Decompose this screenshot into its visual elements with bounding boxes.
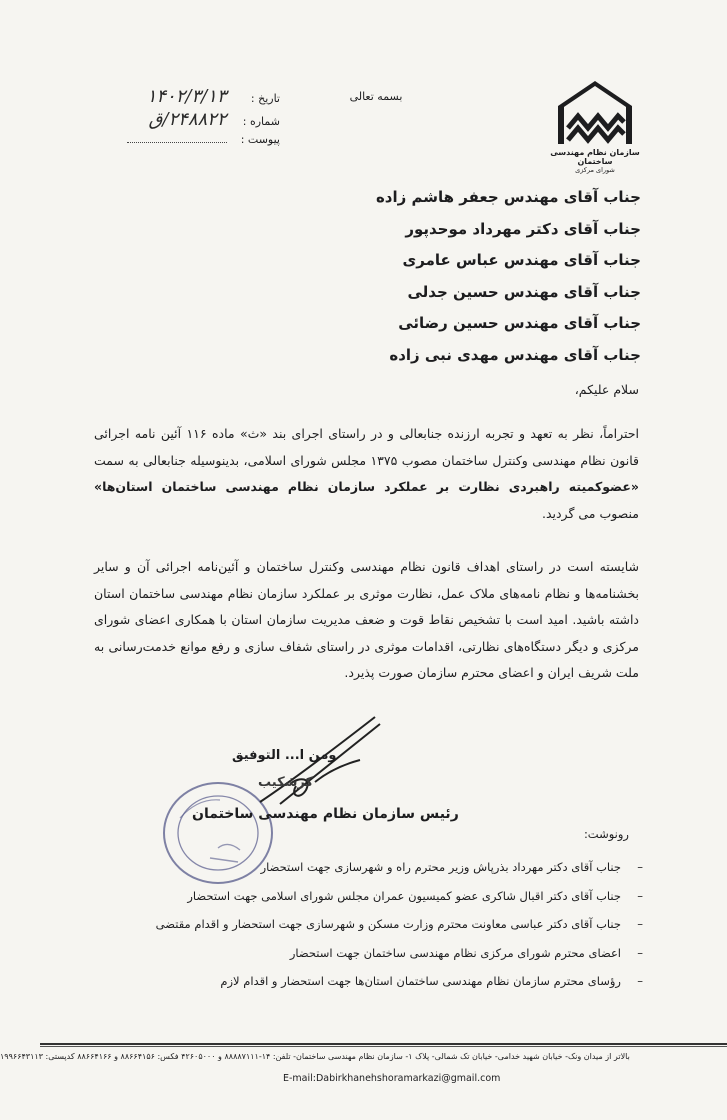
footer-address: بالاتر از میدان ونک- خیابان شهید خدامی- خیابان تک شمالی- پلاک ۱- سازمان نظام مهندسی ساختمان- تلفن: ۱۴-۸۸۸۸۷۱۱۱ و ۴۲۶۰۵۰۰۰ فکس: ۸۸۶۶۴۱۵۶ و ۸۸۶۶۴۱۶۶ کدپستی: ۱۹۹۶۶۴۳۱۱۳	[0, 1052, 630, 1061]
cc-item	[103, 853, 643, 882]
footer-divider	[40, 1043, 727, 1045]
cc-item-text: جناب آقای دکتر مهرداد بذرپاش وزیر محترم راه و شهرسازی جهت استحضار	[260, 860, 621, 874]
dash-icon: –	[637, 945, 643, 960]
para1-text-start: احتراماً، نظر به تعهد و تجربه ارزنده جنابعالی و در راستای اجرای بند «ث» ماده ۱۱۶ آئین نامه اجرائی قانون نظام مهندسی وکنترل ساختمان مصوب ۱۳۷۵ مجلس شورای اسلامی، بدینوسیله جنابعالی به سمت	[94, 426, 640, 468]
basmala: بسمه تعالی	[349, 90, 403, 103]
body-paragraph-2: شایسته است در راستای اهداف قانون نظام مهندسی وکنترل ساختمان و آئین‌نامه اجرائی آن و سایر بخشنامه‌ها و نظام نامه‌های ملاک عمل، نظارت موثری بر عملکرد سازمان نظام مهندسی ساختمان استان داشته باشید. امید است با تشخیص نقاط قوت و ضعف مدیریت سازمان استان با همکاری اعضای شورای مرکزی و دیگر دستگاه‌های نظارتی، اقدامات موثری در راستای شفاف سازی و رفع موانع خدمت‌رسانی به ملت شریف ایران و اعضای محترم سازمان صورت پذیرد.	[94, 559, 639, 681]
addressee-line: جناب آقای مهندس حسین جدلی	[407, 282, 641, 301]
number-row	[118, 109, 280, 132]
footer-divider-thin	[40, 1046, 727, 1047]
footer-email: E-mail:Dabirkhanehshoramarkazi@gmail.com	[283, 1073, 501, 1084]
addressee-list	[221, 182, 641, 371]
org-name: سازمان نظام مهندسی ساختمان	[550, 148, 640, 166]
greeting: سلام علیکم،	[574, 382, 639, 397]
cc-title: رونوشت:	[583, 827, 629, 841]
committee-title: «عضوکمیته راهبردی نظارت بر عملکرد سازمان نظام مهندسی ساختمان استان‌ها»	[94, 479, 639, 495]
closing-phrase: ومن ا... التوفیق	[232, 748, 337, 763]
cc-item-text: اعضای محترم شورای مرکزی نظام مهندسی ساختمان جهت استحضار	[289, 945, 621, 960]
body-paragraph-1	[94, 421, 639, 527]
date-label: تاریخ :	[250, 92, 280, 105]
date-value: ۱۴۰۲/۳/۱۳	[146, 86, 227, 107]
attachment-blank	[127, 132, 227, 143]
dash-icon: –	[637, 860, 643, 874]
signer-title: رئیس سازمان نظام مهندسی ساختمان	[192, 806, 459, 822]
cc-item	[103, 910, 643, 939]
cc-item	[103, 967, 643, 996]
addressee-line: جناب آقای مهندس عباس عامری	[402, 251, 641, 269]
number-label: شماره :	[242, 115, 280, 128]
addressee-line: جناب آقای مهندس مهدی نبی زاده	[389, 345, 641, 364]
signer-name: کرشکیب	[258, 775, 314, 790]
building-logo-icon	[554, 78, 636, 148]
number-value: ۲۴۸۸۲۲/ق	[148, 109, 227, 130]
org-subtitle: شورای مرکزی	[575, 166, 615, 174]
dash-icon: –	[637, 974, 643, 988]
para1-text-end: منصوب می گردید.	[541, 505, 639, 521]
cc-item	[103, 882, 643, 911]
dash-icon: –	[637, 917, 643, 931]
cc-item-text: جناب آقای دکتر عباسی معاونت محترم وزارت مسکن و شهرسازی جهت استحضار و اقدام مقتضی	[155, 917, 621, 931]
letter-meta	[118, 86, 280, 155]
cc-item-text: جناب آقای دکتر اقبال شاکری عضو کمیسیون عمران مجلس شورای اسلامی جهت استحضار	[187, 888, 621, 903]
date-row	[118, 86, 280, 109]
addressee-line: جناب آقای مهندس حسین رضائی	[398, 314, 641, 332]
attachment-row	[118, 132, 280, 155]
cc-item-text: رؤسای محترم سازمان نظام مهندسی ساختمان استان‌ها جهت استحضار و اقدام لازم	[220, 974, 621, 988]
addressee-line: جناب آقای دکتر مهرداد موحدپور	[405, 219, 641, 238]
org-logo	[540, 78, 650, 184]
addressee-line: جناب آقای مهندس جعفر هاشم زاده	[375, 188, 641, 206]
cc-item	[103, 939, 643, 968]
attachment-label: پیوست :	[240, 133, 280, 146]
cc-list	[103, 853, 643, 996]
dash-icon: –	[637, 888, 643, 903]
